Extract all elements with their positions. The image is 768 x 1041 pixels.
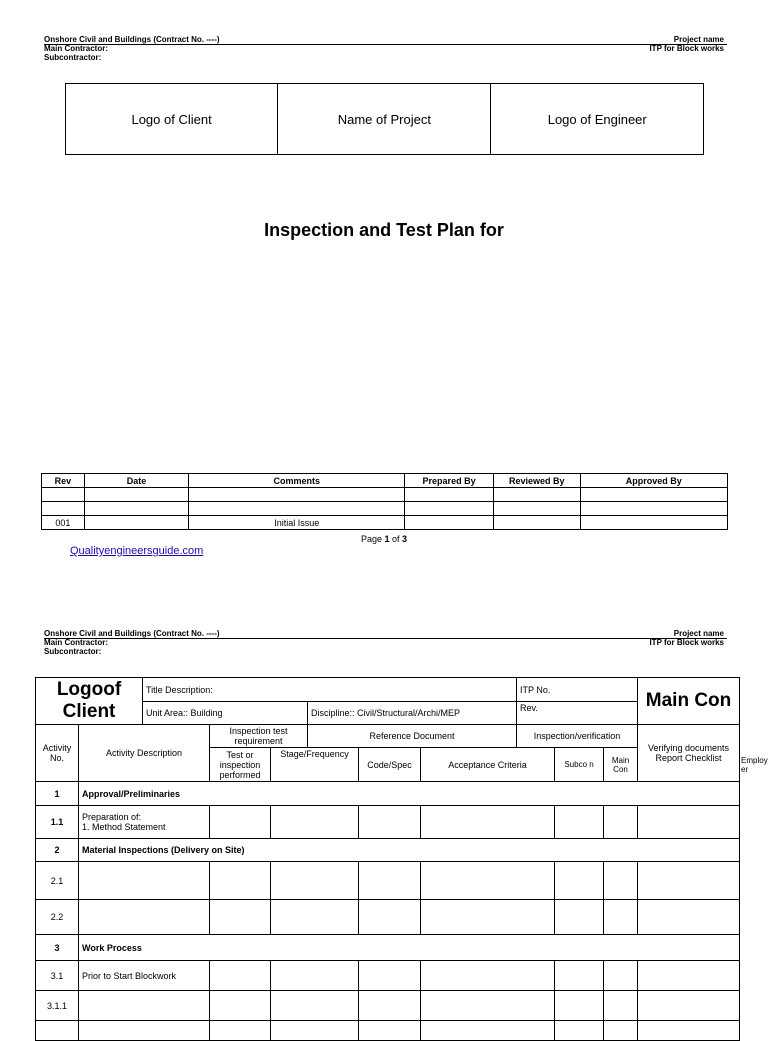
rev-header: Rev: [42, 474, 85, 488]
approved-cell: [580, 502, 727, 516]
subcontractor-line: Subcontractor:: [44, 647, 102, 656]
section-row: [36, 935, 740, 961]
activity-no: 3: [36, 935, 79, 961]
approved-cell: [580, 488, 727, 502]
approved-cell: [580, 516, 727, 530]
title-description-cell: Title Description:: [143, 678, 517, 702]
table-row: [36, 991, 740, 1021]
inspection-verification-header: Inspection/verification: [517, 725, 638, 748]
page2-header-left: [44, 629, 220, 656]
subcon-header: Subco n: [555, 748, 604, 782]
activity-description: Prior to Start Blockwork: [79, 961, 210, 991]
table-row: [36, 806, 740, 839]
date-cell: [84, 516, 188, 530]
engineer-logo-placeholder: Logo of Engineer: [491, 84, 704, 155]
prepared-cell: [405, 516, 494, 530]
reviewed-cell: [493, 516, 580, 530]
itp-title-label: ITP for Block works: [649, 638, 724, 647]
itp-table: [35, 677, 768, 1041]
acceptance-criteria-header: Acceptance Criteria: [421, 748, 555, 782]
project-name-label: Project name: [673, 35, 724, 44]
header-rule: [44, 638, 727, 639]
reviewed-cell: [493, 488, 580, 502]
activity-no: 2.1: [36, 862, 79, 900]
logo-block: [65, 83, 704, 155]
date-cell: [84, 488, 188, 502]
activity-no: 1: [36, 782, 79, 806]
revision-row: [42, 488, 728, 502]
page-of: of: [389, 534, 403, 544]
prepared-by-header: Prepared By: [405, 474, 494, 488]
section-row: [36, 782, 740, 806]
comments-header: Comments: [189, 474, 405, 488]
header-rule: [44, 44, 727, 45]
main-contractor-line: Main Contractor:: [44, 638, 108, 647]
activity-description: [79, 900, 210, 935]
itp-group-header-row: [36, 725, 740, 748]
activity-no: 2.2: [36, 900, 79, 935]
prepared-cell: [405, 488, 494, 502]
activity-no: 1.1: [36, 806, 79, 839]
prepared-cell: [405, 502, 494, 516]
document-title: Inspection and Test Plan for: [264, 220, 504, 240]
rev-cell: [42, 502, 85, 516]
comments-cell: [189, 488, 405, 502]
date-header: Date: [84, 474, 188, 488]
table-row: [36, 862, 740, 900]
comments-cell: [189, 502, 405, 516]
table-row: [36, 961, 740, 991]
rev-cell: 001: [42, 516, 85, 530]
inspection-requirement-header: Inspection test requirement: [210, 725, 308, 748]
activity-description: [79, 991, 210, 1021]
description-line: Preparation of:: [82, 812, 142, 822]
activity-description: [79, 806, 210, 839]
project-name-placeholder: Name of Project: [278, 84, 491, 155]
date-cell: [84, 502, 188, 516]
main-con-header: Main Con: [604, 748, 638, 782]
code-spec-header: Code/Spec: [359, 748, 421, 782]
revision-row: [42, 516, 728, 530]
unit-area-cell: Unit Area:: Building: [143, 702, 308, 725]
table-row: [36, 900, 740, 935]
activity-no: 2: [36, 839, 79, 862]
section-title: Approval/Preliminaries: [79, 782, 740, 806]
reviewed-cell: [493, 502, 580, 516]
reviewed-by-header: Reviewed By: [493, 474, 580, 488]
client-logo-cell: Logoof Client: [36, 678, 143, 725]
page-prefix: Page: [360, 534, 385, 544]
section-title: Work Process: [79, 935, 740, 961]
reference-document-header: Reference Document: [308, 725, 517, 748]
description-line: 1. Method Statement: [82, 822, 166, 832]
activity-no: 3.1.1: [36, 991, 79, 1021]
itp-no-cell: ITP No.: [517, 678, 638, 702]
page1-header-left: [44, 35, 220, 62]
verifying-documents-header: Verifying documents Report Checklist: [638, 725, 740, 782]
rev-cell: [42, 488, 85, 502]
contract-line: Onshore Civil and Buildings (Contract No. ----): [44, 629, 220, 638]
itp-title-label: ITP for Block works: [649, 44, 724, 53]
test-performed-header: Test or inspection performed: [210, 748, 271, 782]
rev-cell: Rev.: [517, 702, 638, 725]
activity-description-header: Activity Description: [79, 725, 210, 782]
itp-sub-header-row: Test or inspection performed Stage/Frequency Code/Spec Acceptance Criteria Subco n Main Con Employ er: [36, 748, 740, 782]
page-current: 1: [384, 534, 390, 544]
activity-no: 3.1: [36, 961, 79, 991]
revision-row: [42, 502, 728, 516]
contract-line: Onshore Civil and Buildings (Contract No. ----): [44, 35, 220, 44]
section-row: [36, 839, 740, 862]
client-logo-placeholder: Logo of Client: [66, 84, 278, 155]
project-name-label: Project name: [673, 629, 724, 638]
revision-table: [41, 473, 728, 530]
comments-cell: Initial Issue: [189, 516, 405, 530]
page-number: [0, 534, 768, 544]
approved-by-header: Approved By: [580, 474, 727, 488]
section-title: Material Inspections (Delivery on Site): [79, 839, 740, 862]
website-link[interactable]: Qualityengineersguide.com: [70, 545, 204, 557]
discipline-cell: Discipline:: Civil/Structural/Archi/MEP: [308, 702, 517, 725]
stage-frequency-header: Stage/Frequency: [271, 748, 359, 782]
activity-description: [79, 862, 210, 900]
page-total: 3: [402, 534, 408, 544]
main-con-logo-cell: Main Con: [638, 678, 740, 725]
subcontractor-line: Subcontractor:: [44, 53, 102, 62]
activity-no-header: Activity No.: [36, 725, 79, 782]
itp-title-row: [36, 678, 740, 702]
main-contractor-line: Main Contractor:: [44, 44, 108, 53]
revision-header-row: [42, 474, 728, 488]
